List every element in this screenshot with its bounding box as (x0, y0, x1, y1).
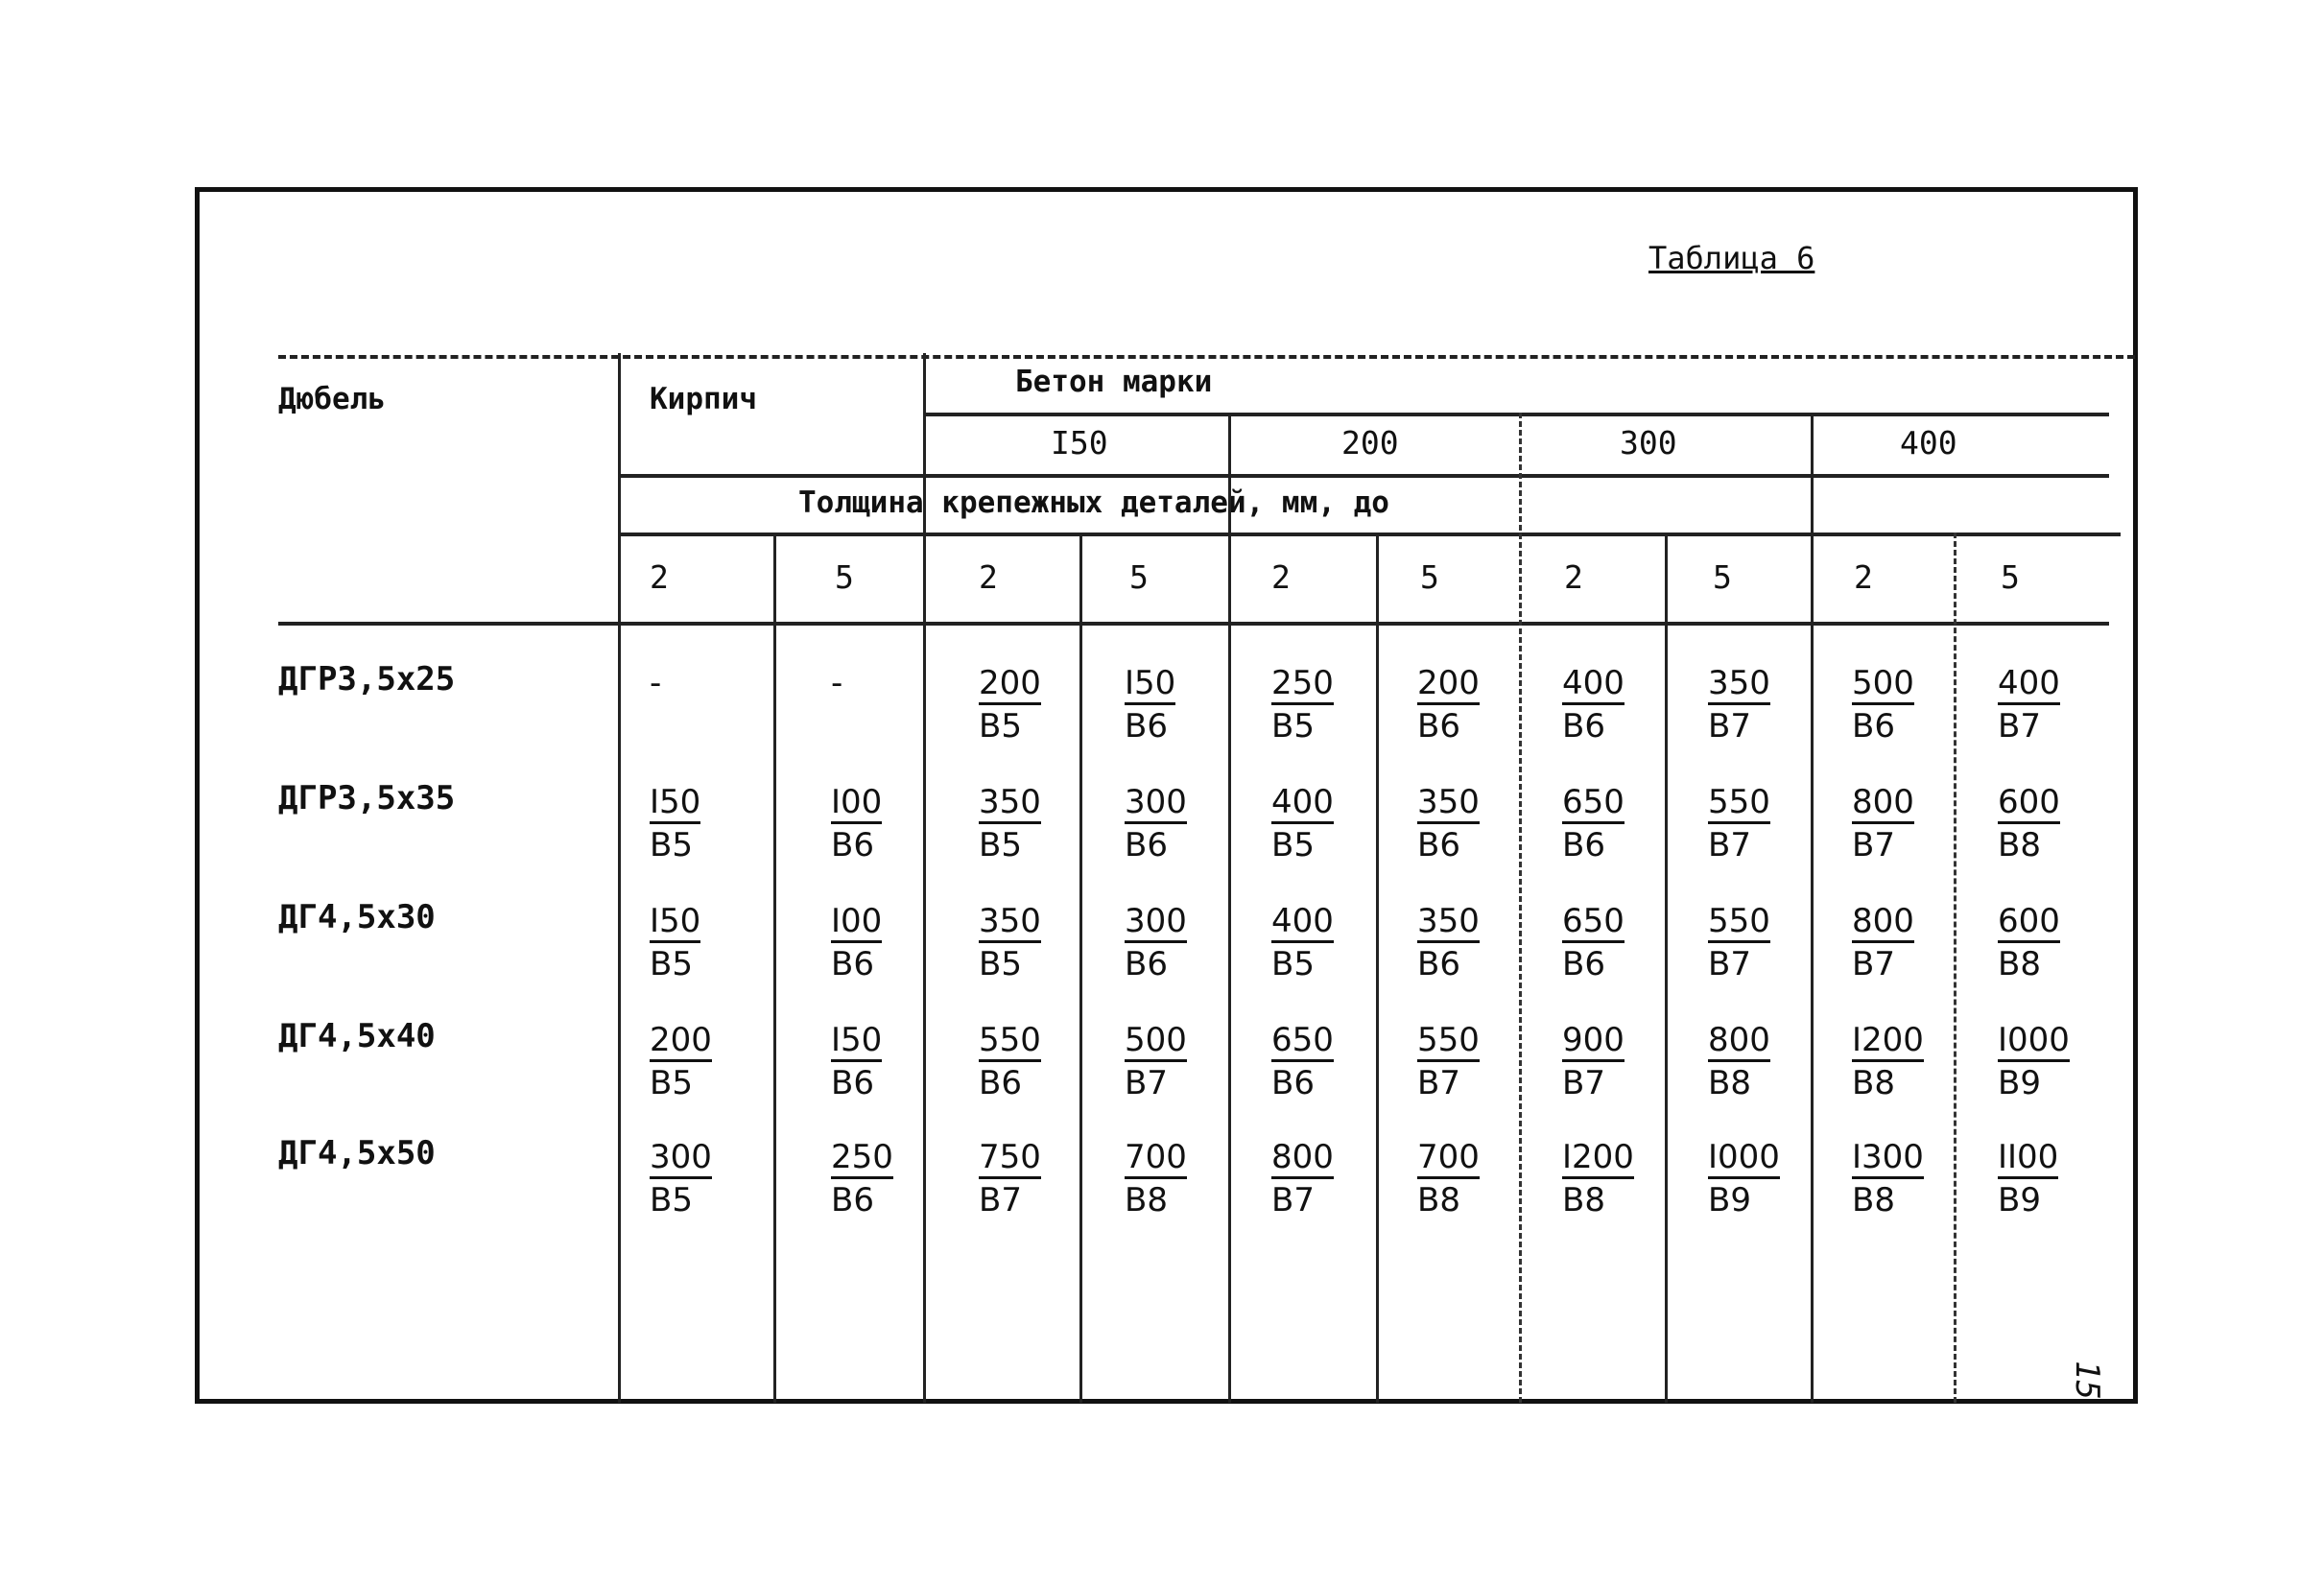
table-cell (1708, 900, 1823, 985)
table-cell (1998, 1019, 2113, 1104)
thickness-col-4: 5 (1129, 558, 1149, 596)
cell-grade: В7 (1562, 1064, 1605, 1102)
concrete-header: Бетон марки (1015, 365, 1213, 399)
row-label-5: ДГ4,5х50 (278, 1134, 436, 1172)
cell-grade: В6 (1417, 826, 1460, 864)
header-bottom-rule (278, 622, 2109, 626)
cell-value: 500 (1852, 664, 1914, 705)
table-cell (1998, 1136, 2113, 1221)
thickness-col-1: 2 (650, 558, 669, 596)
table-cell (1852, 662, 1967, 747)
cell-grade: В6 (1125, 707, 1168, 746)
cell-value: I300 (1852, 1138, 1924, 1179)
cell-value: 800 (1271, 1138, 1334, 1179)
thickness-col-2: 5 (835, 558, 854, 596)
table-cell (1998, 781, 2113, 866)
cell-value: I50 (650, 783, 700, 824)
cell-grade: В8 (1852, 1181, 1895, 1219)
table-cell (1271, 662, 1387, 747)
table-cell (831, 662, 946, 704)
cell-value: 300 (1125, 783, 1187, 824)
grade-150: I50 (1051, 424, 1108, 462)
table-cell (1852, 1136, 1967, 1221)
cell-grade: В6 (1562, 707, 1605, 746)
table-cell (831, 900, 946, 985)
cell-grade: В8 (1998, 945, 2041, 983)
cell-value: 200 (650, 1021, 712, 1062)
table-cell (1562, 781, 1677, 866)
table-cell (1417, 781, 1532, 866)
cell-grade: В9 (1998, 1064, 2041, 1102)
cell-grade: В6 (1271, 1064, 1315, 1102)
col-divider-concrete (923, 353, 926, 1403)
cell-grade: В8 (1562, 1181, 1605, 1219)
cell-value: - (650, 664, 662, 702)
row-label-3: ДГ4,5х30 (278, 898, 436, 936)
thickness-top-rule (618, 474, 2109, 478)
table-cell (1852, 781, 1967, 866)
row-label-4: ДГ4,5х40 (278, 1017, 436, 1055)
table-cell (650, 900, 765, 985)
table-cell (979, 1019, 1094, 1104)
cell-grade: В7 (1125, 1064, 1168, 1102)
cell-value: 350 (979, 783, 1041, 824)
grade-400: 400 (1900, 424, 1957, 462)
cell-grade: В6 (1417, 945, 1460, 983)
cell-grade: В6 (831, 945, 874, 983)
row-label-1: ДГР3,5х25 (278, 660, 456, 698)
table-cell (979, 900, 1094, 985)
table-cell (1852, 1019, 1967, 1104)
table-cell (1417, 1136, 1532, 1221)
cell-value: 700 (1125, 1138, 1187, 1179)
cell-value: 650 (1562, 783, 1624, 824)
cell-grade: В6 (831, 1064, 874, 1102)
table-cell (831, 781, 946, 866)
cell-grade: В8 (1708, 1064, 1751, 1102)
table-cell (1417, 1019, 1532, 1104)
cell-grade: В7 (1998, 707, 2041, 746)
cell-grade: В8 (1125, 1181, 1168, 1219)
cell-grade: В5 (650, 945, 693, 983)
cell-value: I00 (831, 902, 882, 943)
cell-value: 200 (979, 664, 1041, 705)
cell-grade: В6 (1417, 707, 1460, 746)
thickness-col-3: 2 (979, 558, 998, 596)
cell-grade: В9 (1998, 1181, 2041, 1219)
cell-value: 400 (1271, 783, 1334, 824)
col-divider-brick-5 (773, 533, 776, 1403)
cell-value: 200 (1417, 664, 1480, 705)
table-cell (1562, 900, 1677, 985)
cell-value: II00 (1998, 1138, 2058, 1179)
thickness-col-8: 5 (1713, 558, 1732, 596)
cell-value: 550 (979, 1021, 1041, 1062)
table-cell (1998, 662, 2113, 747)
cell-value: I000 (1708, 1138, 1780, 1179)
cell-grade: В5 (1271, 826, 1315, 864)
cell-value: 400 (1562, 664, 1624, 705)
cell-value: I00 (831, 783, 882, 824)
table-cell (1417, 662, 1532, 747)
thickness-col-6: 5 (1420, 558, 1439, 596)
cell-value: I200 (1562, 1138, 1634, 1179)
table-cell (1417, 900, 1532, 985)
table-cell (1708, 662, 1823, 747)
table-cell (1708, 1019, 1823, 1104)
cell-value: 550 (1708, 902, 1770, 943)
table-cell (1125, 662, 1240, 747)
cell-grade: В5 (650, 1181, 693, 1219)
thickness-bottom-rule (618, 533, 2121, 536)
thickness-col-10: 5 (2001, 558, 2020, 596)
table-cell (650, 1019, 765, 1104)
cell-value: I50 (831, 1021, 882, 1062)
cell-grade: В9 (1708, 1181, 1751, 1219)
table-cell (650, 662, 765, 704)
cell-value: 350 (1417, 902, 1480, 943)
table-cell (1271, 900, 1387, 985)
table-cell (1125, 1019, 1240, 1104)
cell-grade: В6 (1562, 945, 1605, 983)
cell-grade: В5 (979, 826, 1022, 864)
cell-grade: В5 (979, 945, 1022, 983)
cell-grade: В8 (1417, 1181, 1460, 1219)
cell-grade: В7 (979, 1181, 1022, 1219)
table-cell (1271, 1019, 1387, 1104)
table-cell (1271, 781, 1387, 866)
cell-value: 300 (650, 1138, 712, 1179)
grade-300: 300 (1620, 424, 1677, 462)
cell-grade: В6 (1125, 826, 1168, 864)
table-cell (1998, 900, 2113, 985)
table-cell (650, 781, 765, 866)
table-cell (1562, 1136, 1677, 1221)
cell-value: 650 (1562, 902, 1624, 943)
cell-value: - (831, 664, 843, 702)
thickness-col-9: 2 (1854, 558, 1873, 596)
table-cell (1562, 1019, 1677, 1104)
cell-value: I000 (1998, 1021, 2070, 1062)
cell-grade: В6 (1562, 826, 1605, 864)
concrete-grade-rule (923, 413, 2109, 416)
cell-value: I200 (1852, 1021, 1924, 1062)
cell-grade: В7 (1852, 945, 1895, 983)
table-cell (1708, 781, 1823, 866)
cell-value: 350 (1708, 664, 1770, 705)
cell-grade: В5 (1271, 707, 1315, 746)
cell-value: 400 (1271, 902, 1334, 943)
cell-value: 350 (1417, 783, 1480, 824)
cell-grade: В7 (1708, 826, 1751, 864)
cell-grade: В6 (1125, 945, 1168, 983)
header-top-dashed-rule (278, 355, 2135, 359)
cell-grade: В8 (1998, 826, 2041, 864)
cell-grade: В6 (979, 1064, 1022, 1102)
table-cell (979, 781, 1094, 866)
cell-grade: В6 (831, 826, 874, 864)
thickness-header: Толщина крепежных деталей, мм, до (798, 485, 1389, 520)
cell-value: 250 (831, 1138, 893, 1179)
table-title: Таблица 6 (1648, 240, 1815, 276)
cell-value: 550 (1708, 783, 1770, 824)
cell-grade: В7 (1271, 1181, 1315, 1219)
table-cell (979, 1136, 1094, 1221)
table-cell (979, 662, 1094, 747)
table-cell (831, 1019, 946, 1104)
cell-grade: В5 (979, 707, 1022, 746)
table-cell (1125, 900, 1240, 985)
cell-value: 600 (1998, 783, 2060, 824)
table-cell (1852, 900, 1967, 985)
cell-grade: В5 (1271, 945, 1315, 983)
table-cell (1562, 662, 1677, 747)
cell-value: 900 (1562, 1021, 1624, 1062)
brick-header: Кирпич (650, 382, 757, 416)
cell-grade: В6 (831, 1181, 874, 1219)
cell-grade: В8 (1852, 1064, 1895, 1102)
cell-value: 350 (979, 902, 1041, 943)
cell-grade: В5 (650, 1064, 693, 1102)
table-cell (1125, 1136, 1240, 1221)
thickness-col-7: 2 (1564, 558, 1583, 596)
cell-value: 650 (1271, 1021, 1334, 1062)
cell-value: 800 (1708, 1021, 1770, 1062)
col-divider-brick (618, 353, 621, 1403)
cell-value: 550 (1417, 1021, 1480, 1062)
table-cell (650, 1136, 765, 1221)
dowel-header: Дюбель (278, 382, 386, 416)
cell-value: 400 (1998, 664, 2060, 705)
cell-value: 700 (1417, 1138, 1480, 1179)
cell-grade: В6 (1852, 707, 1895, 746)
cell-value: 800 (1852, 783, 1914, 824)
cell-value: I50 (650, 902, 700, 943)
cell-value: 500 (1125, 1021, 1187, 1062)
cell-grade: В5 (650, 826, 693, 864)
table-cell (831, 1136, 946, 1221)
cell-grade: В7 (1708, 707, 1751, 746)
cell-value: 750 (979, 1138, 1041, 1179)
cell-grade: В7 (1417, 1064, 1460, 1102)
table-cell (1271, 1136, 1387, 1221)
cell-value: 800 (1852, 902, 1914, 943)
cell-value: I50 (1125, 664, 1175, 705)
cell-grade: В7 (1708, 945, 1751, 983)
table-cell (1125, 781, 1240, 866)
grade-200: 200 (1341, 424, 1399, 462)
cell-value: 250 (1271, 664, 1334, 705)
page-number: 15 (2068, 1361, 2106, 1400)
cell-value: 600 (1998, 902, 2060, 943)
table-cell (1708, 1136, 1823, 1221)
row-label-2: ДГР3,5х35 (278, 779, 456, 817)
cell-grade: В7 (1852, 826, 1895, 864)
thickness-col-5: 2 (1271, 558, 1291, 596)
cell-value: 300 (1125, 902, 1187, 943)
